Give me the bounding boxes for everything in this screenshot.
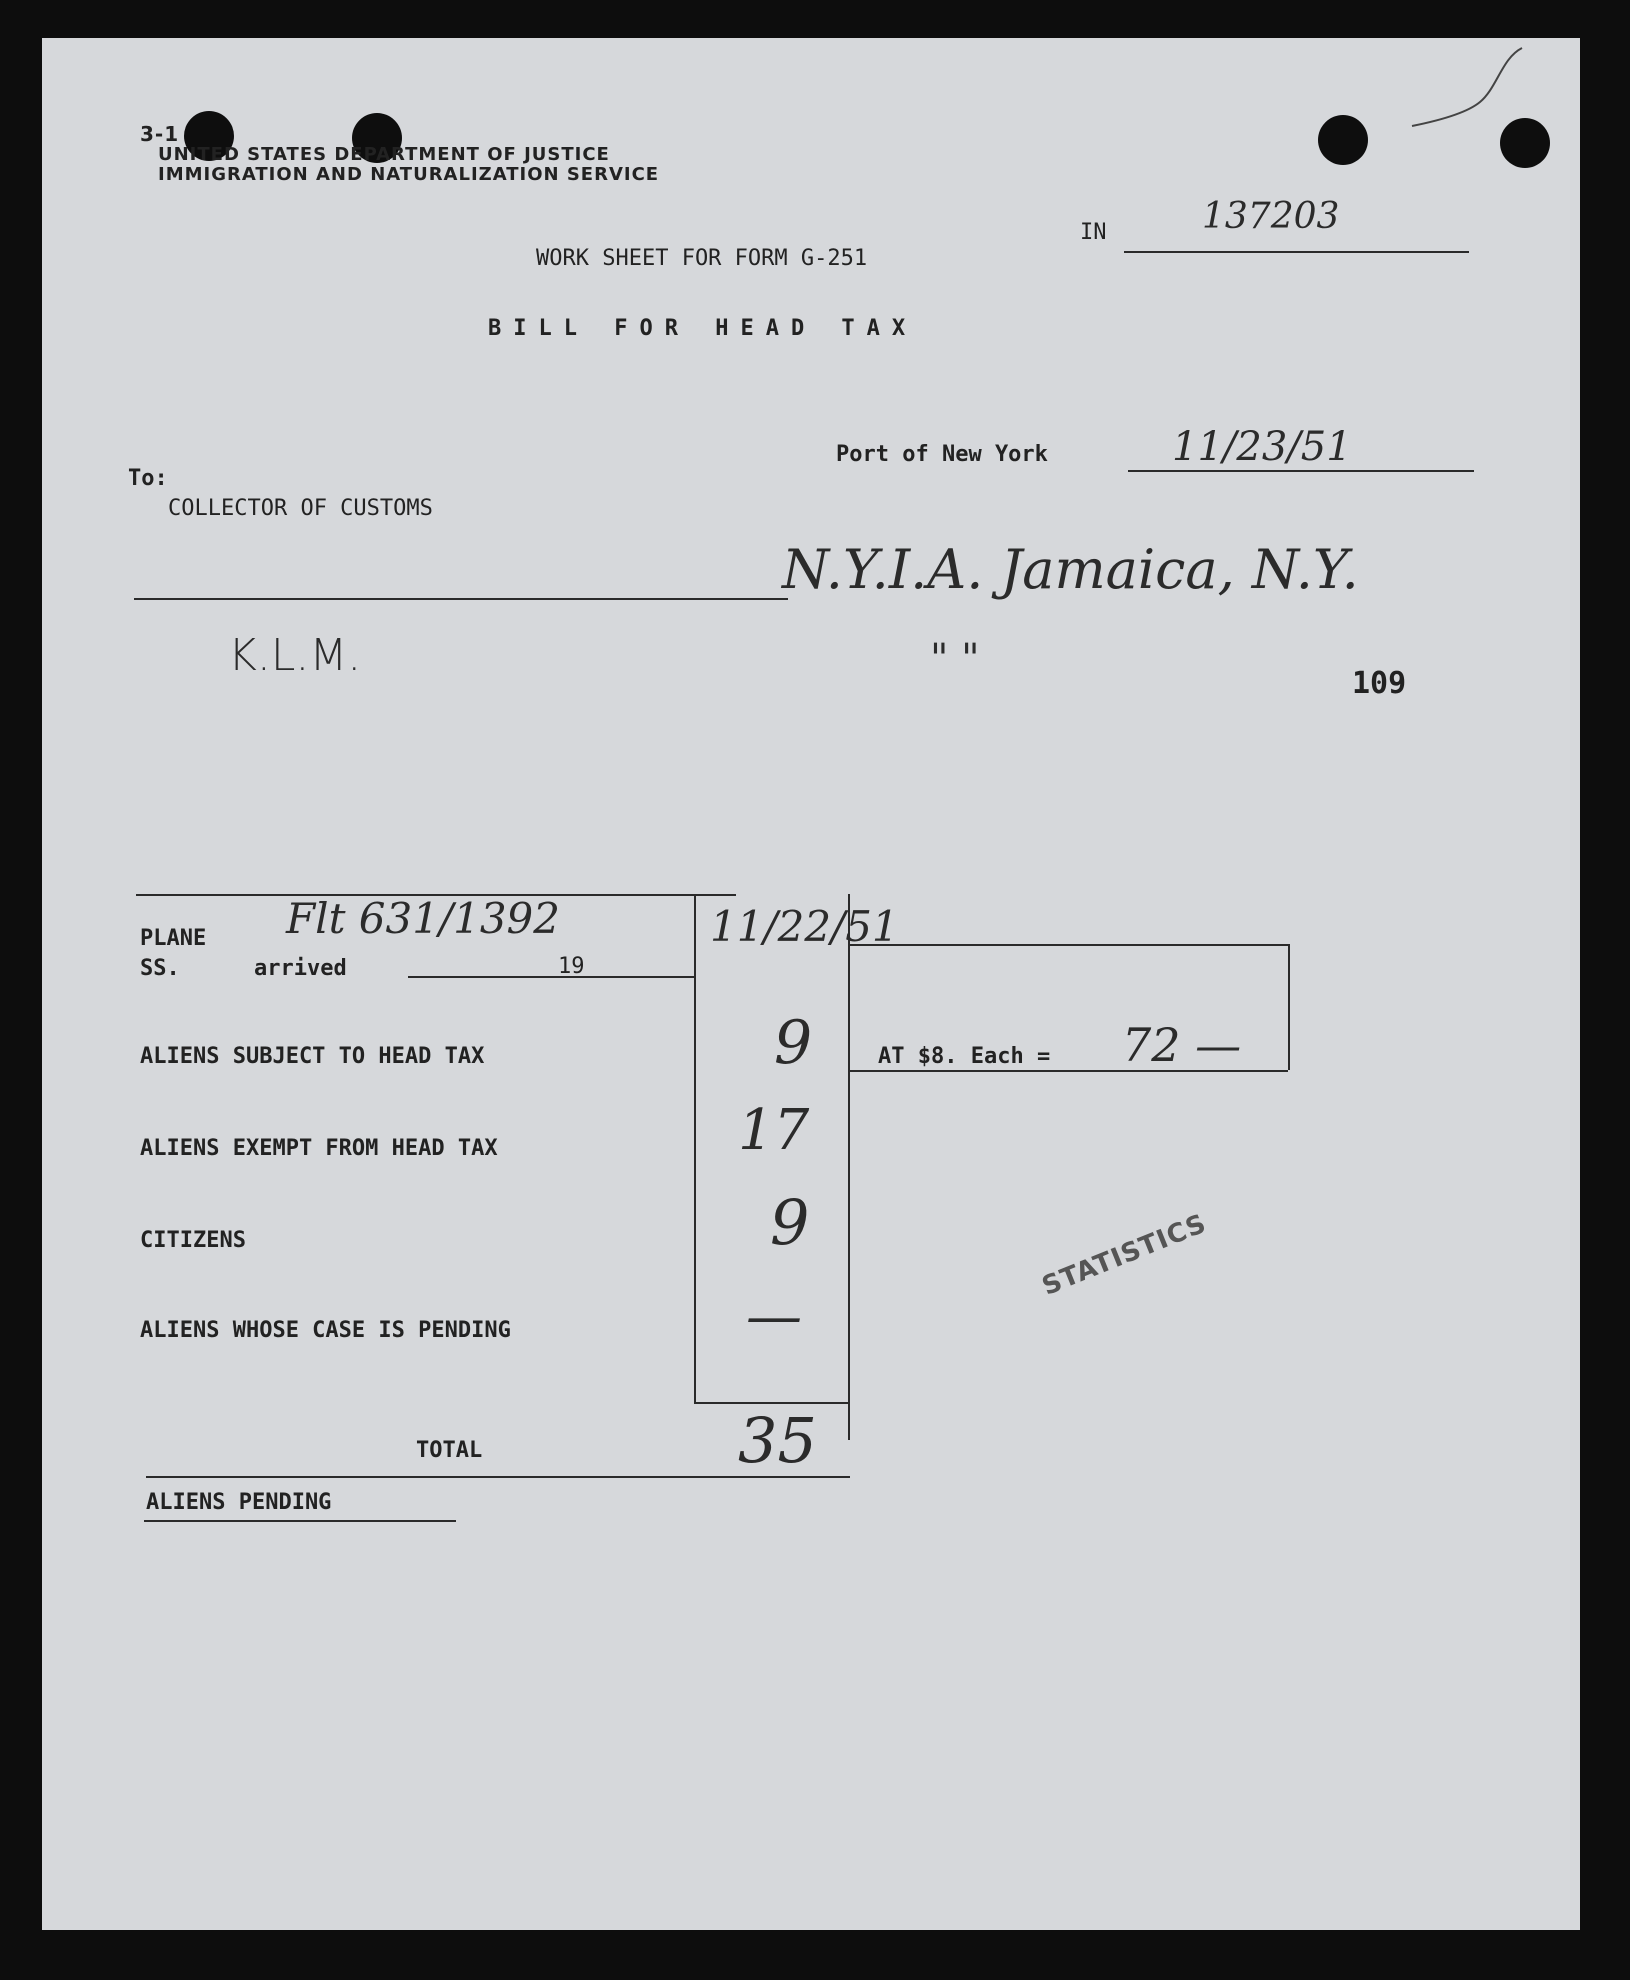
aliens-pending-label: ALIENS PENDING [146, 1490, 332, 1515]
row-label-pending: ALIENS WHOSE CASE IS PENDING [140, 1318, 511, 1343]
row-label-citizens: CITIZENS [140, 1228, 246, 1253]
tax-amount: 72 — [1122, 1018, 1242, 1072]
row-label-subject: ALIENS SUBJECT TO HEAD TAX [140, 1044, 485, 1069]
arrived-line [408, 976, 694, 978]
arrived-label: arrived [254, 956, 347, 981]
tax-box-right [1288, 944, 1290, 1070]
row-value-citizens: 9 [770, 1186, 810, 1259]
total-value: 35 [738, 1404, 817, 1477]
year-prefix: 19 [558, 954, 585, 979]
row-value-subject: 9 [774, 1008, 813, 1078]
port-date: 11/23/51 [1172, 424, 1352, 470]
agency-line-1: UNITED STATES DEPARTMENT OF JUSTICE [158, 144, 610, 165]
plane-label: PLANE [140, 926, 207, 951]
row-label-exempt: ALIENS EXEMPT FROM HEAD TAX [140, 1136, 498, 1161]
address-line [134, 598, 788, 600]
footer-underline [144, 1520, 456, 1522]
table-col-left [694, 894, 696, 1402]
statistics-stamp: STATISTICS [1038, 1208, 1211, 1302]
pencil-mark [1372, 40, 1532, 130]
to-label: To: [128, 466, 168, 491]
agency-line-2: IMMIGRATION AND NATURALIZATION SERVICE [158, 164, 660, 185]
table-col-right [848, 894, 850, 1440]
in-number: 137203 [1202, 196, 1340, 237]
row-value-pending: — [746, 1284, 802, 1349]
row-value-exempt: 17 [738, 1098, 810, 1163]
rate-text: AT $8. Each = [878, 1044, 1051, 1069]
flight-number: Flt 631/1392 [286, 894, 561, 943]
worksheet-title: WORK SHEET FOR FORM G-251 [536, 246, 868, 271]
airport-handwriting: N.Y.I.A. Jamaica, N.Y. [782, 538, 1359, 601]
port-label: Port of New York [836, 442, 1048, 467]
page-number: 109 [1352, 666, 1407, 701]
ditto-marks: " " [930, 636, 980, 682]
arrival-date: 11/22/51 [710, 902, 899, 951]
bill-title: BILL FOR HEAD TAX [488, 316, 918, 341]
in-number-line [1124, 251, 1469, 253]
port-date-line [1128, 470, 1474, 472]
total-label: TOTAL [416, 1438, 483, 1463]
ss-label: SS. [140, 956, 180, 981]
document-sheet [42, 38, 1580, 1930]
airline-handwriting: K.L.M. [228, 630, 362, 681]
punch-hole [1318, 115, 1368, 165]
tax-box-top [848, 944, 1288, 946]
recipient: COLLECTOR OF CUSTOMS [168, 496, 433, 521]
form-number: 3-1 [140, 122, 180, 146]
in-label: IN [1080, 220, 1107, 245]
